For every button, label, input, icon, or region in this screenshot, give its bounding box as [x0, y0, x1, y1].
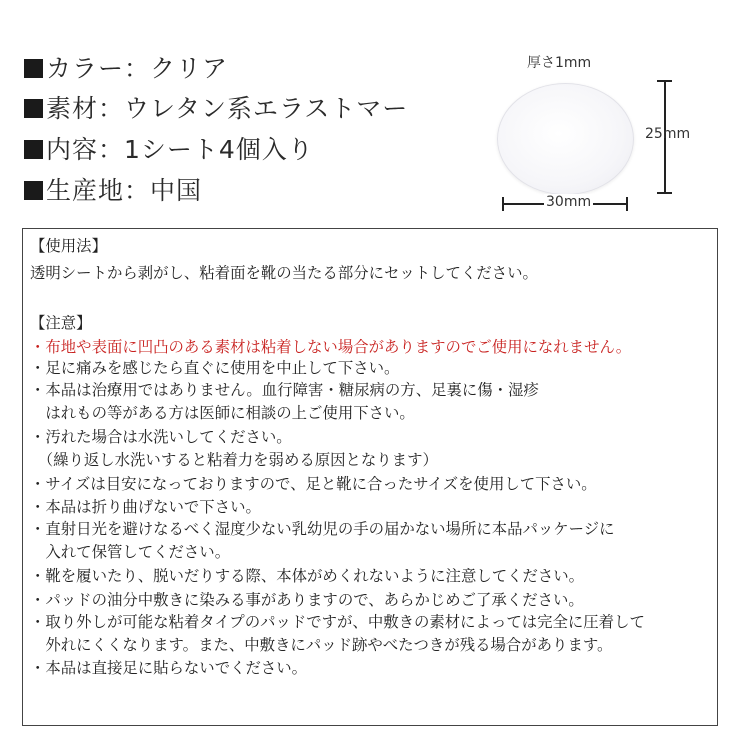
spec-contents-label: 内容：1シート4個入り — [46, 135, 314, 164]
note-line: 入れて保管してください。 — [30, 543, 231, 561]
spec-contents — [24, 133, 444, 167]
spec-origin — [24, 174, 444, 208]
note-line: 外れにくくなります。また、中敷きにパッド跡やべたつきが残る場合があります。 — [30, 636, 613, 654]
note-line: ・本品は折り曲げないで下さい。 — [30, 498, 261, 516]
height-cap-bottom — [657, 192, 672, 194]
note-line: ・取り外しが可能な粘着タイプのパッドですが、中敷きの素材によっては完全に圧着して — [30, 613, 645, 631]
usage-heading: 【使用法】 — [30, 237, 107, 255]
square-bullet-icon — [24, 59, 43, 78]
note-line: ・パッドの油分中敷きに染みる事がありますので、あらかじめご了承ください。 — [30, 591, 584, 609]
width-label: 30mm — [546, 194, 592, 210]
square-bullet-icon — [24, 140, 43, 159]
spec-color — [24, 52, 444, 86]
thickness-label: 厚さ1mm — [527, 55, 592, 71]
note-line: （繰り返し水洗いすると粘着力を弱める原因となります） — [30, 451, 438, 469]
gel-pad-image — [497, 83, 634, 195]
spec-material-label: 素材：ウレタン系エラストマー — [46, 94, 409, 123]
note-line: ・靴を履いたり、脱いだりする際、本体がめくれないように注意してください。 — [30, 567, 585, 585]
usage-text: 透明シートから剥がし、粘着面を靴の当たる部分にセットしてください。 — [30, 264, 538, 282]
notes-heading: 【注意】 — [30, 314, 92, 332]
height-label: 25mm — [645, 126, 691, 142]
note-line: ・本品は治療用ではありません。血行障害・糖尿病の方、足裏に傷・湿疹 — [30, 381, 539, 399]
note-line: ・本品は直接足に貼らないでください。 — [30, 659, 308, 677]
square-bullet-icon — [24, 99, 43, 118]
spec-origin-label: 生産地：中国 — [46, 176, 203, 205]
spec-color-label: カラー：クリア — [46, 54, 229, 83]
spec-material — [24, 92, 444, 126]
note-line: はれもの等がある方は医師に相談の上ご使用下さい。 — [30, 404, 415, 422]
note-line: ・汚れた場合は水洗いしてください。 — [30, 428, 292, 446]
note-line: ・足に痛みを感じたら直ぐに使用を中止して下さい。 — [30, 359, 400, 377]
note-line-warning: ・布地や表面に凹凸のある素材は粘着しない場合がありますのでご使用になれません。 — [30, 338, 632, 356]
square-bullet-icon — [24, 181, 43, 200]
width-cap-right — [626, 197, 628, 211]
note-line: ・サイズは目安になっておりますので、足と靴に合ったサイズを使用して下さい。 — [30, 475, 597, 493]
note-line: ・直射日光を避けなるべく湿度少ない乳幼児の手の届かない場所に本品パッケージに — [30, 520, 615, 538]
